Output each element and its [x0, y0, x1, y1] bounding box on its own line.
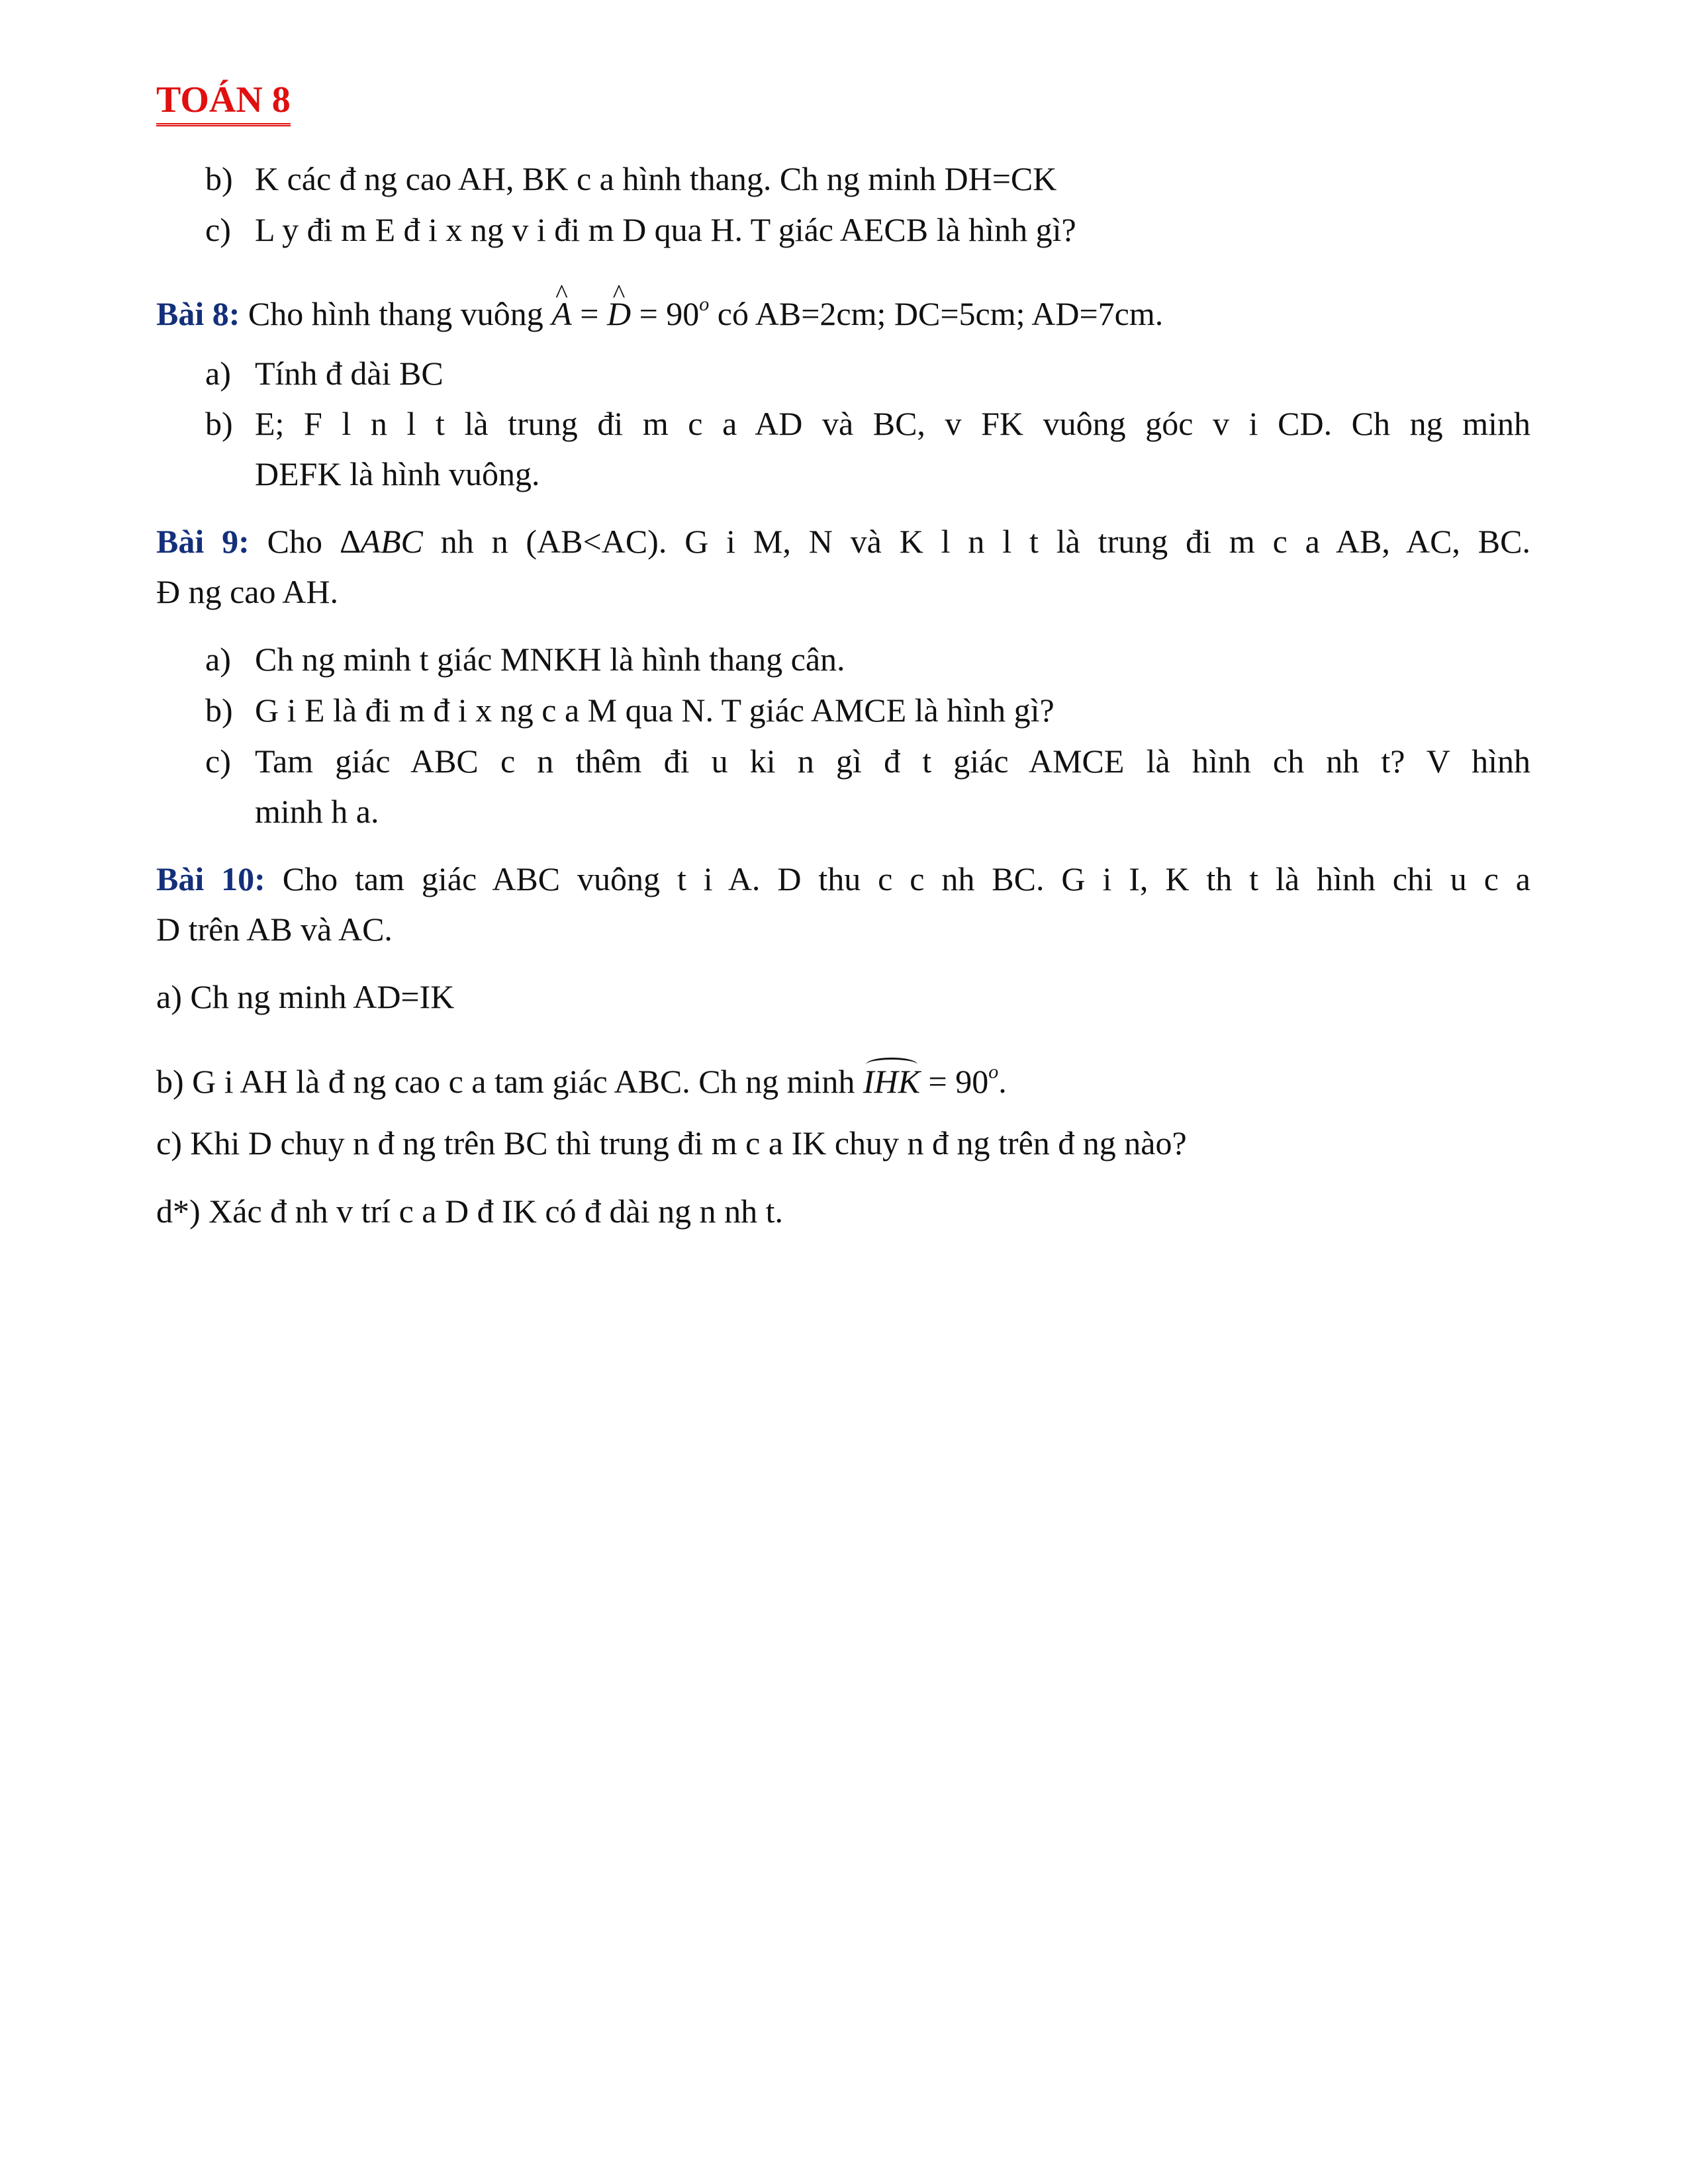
bai9-intro: Cho	[267, 523, 340, 560]
angle-d: ^ D	[607, 294, 631, 334]
bai10-part-a: a) Ch ng minh AD=IK	[156, 978, 455, 1015]
item-marker: a)	[205, 355, 231, 392]
bai10-statement-cont: D trên AB và AC.	[156, 911, 393, 948]
equals: =	[571, 295, 607, 332]
item-marker: b)	[205, 405, 233, 442]
bai9-rest: nh n (AB<AC). G i M, N và K l n l t là trung đi m c a AB, AC, BC.	[422, 523, 1530, 560]
triangle-abc: ∆ABC	[340, 523, 423, 560]
item-text-continued: DEFK là hình vuông.	[255, 455, 540, 492]
bai8-rest: có AB=2cm; DC=5cm; AD=7cm.	[709, 295, 1164, 332]
bai9-statement-cont: Đ ng cao AH.	[156, 573, 338, 610]
item-text: Tính đ dài BC	[255, 355, 444, 392]
item-marker: c)	[205, 743, 231, 780]
bai8-title: Bài 8:	[156, 295, 240, 332]
degree-sign: o	[699, 293, 710, 315]
item-text: K các đ ng cao AH, BK c a hình thang. Ch ng minh DH=CK	[255, 160, 1057, 197]
bai8-intro: Cho hình thang vuông	[248, 295, 543, 332]
bai10-part-d: d*) Xác đ nh v trí c a D đ IK có đ dài ng n nh t.	[156, 1193, 783, 1230]
item-text: Tam giác ABC c n thêm đi u ki n gì đ t giác AMCE là hình ch nh t? V hình	[255, 743, 1530, 780]
bai10-statement	[156, 859, 1530, 899]
page-header-title: TOÁN 8	[156, 78, 291, 126]
bai9-title: Bài 9:	[156, 523, 250, 560]
item-text: L y đi m E đ i x ng v i đi m D qua H. T giác AECB là hình gì?	[255, 211, 1076, 248]
item-marker: a)	[205, 641, 231, 678]
item-text: Ch ng minh t giác MNKH là hình thang cân.	[255, 641, 845, 678]
bai10-line1: Cho tam giác ABC vuông t i A. D thu c c nh BC. G i I, K th t là hình chi u c a	[282, 860, 1530, 897]
bai9-statement	[156, 522, 1530, 561]
item-text: G i E là đi m đ i x ng c a M qua N. T giác AMCE là hình gì?	[255, 692, 1055, 729]
item-marker: b)	[205, 692, 233, 729]
angle-ihk: IHK	[863, 1063, 921, 1100]
ninety: = 90	[631, 295, 700, 332]
equals-ninety: = 90	[920, 1063, 989, 1100]
item-text-continued: minh h a.	[255, 793, 379, 830]
item-marker: b)	[205, 160, 233, 197]
bai10-part-b	[156, 1052, 1530, 1101]
bai8-statement	[156, 285, 1530, 334]
bai10-part-c: c) Khi D chuy n đ ng trên BC thì trung đi m c a IK chuy n đ ng trên đ ng nào?	[156, 1124, 1187, 1161]
item-marker: c)	[205, 211, 231, 248]
bai10-b-text: b) G i AH là đ ng cao c a tam giác ABC. Ch ng minh	[156, 1063, 863, 1100]
period: .	[998, 1063, 1007, 1100]
degree-sign: o	[988, 1061, 999, 1083]
item-text: E; F l n l t là trung đi m c a AD và BC, v FK vuông góc v i CD. Ch ng minh	[255, 405, 1530, 442]
angle-a: ^ A	[551, 294, 572, 334]
bai10-title: Bài 10:	[156, 860, 265, 897]
